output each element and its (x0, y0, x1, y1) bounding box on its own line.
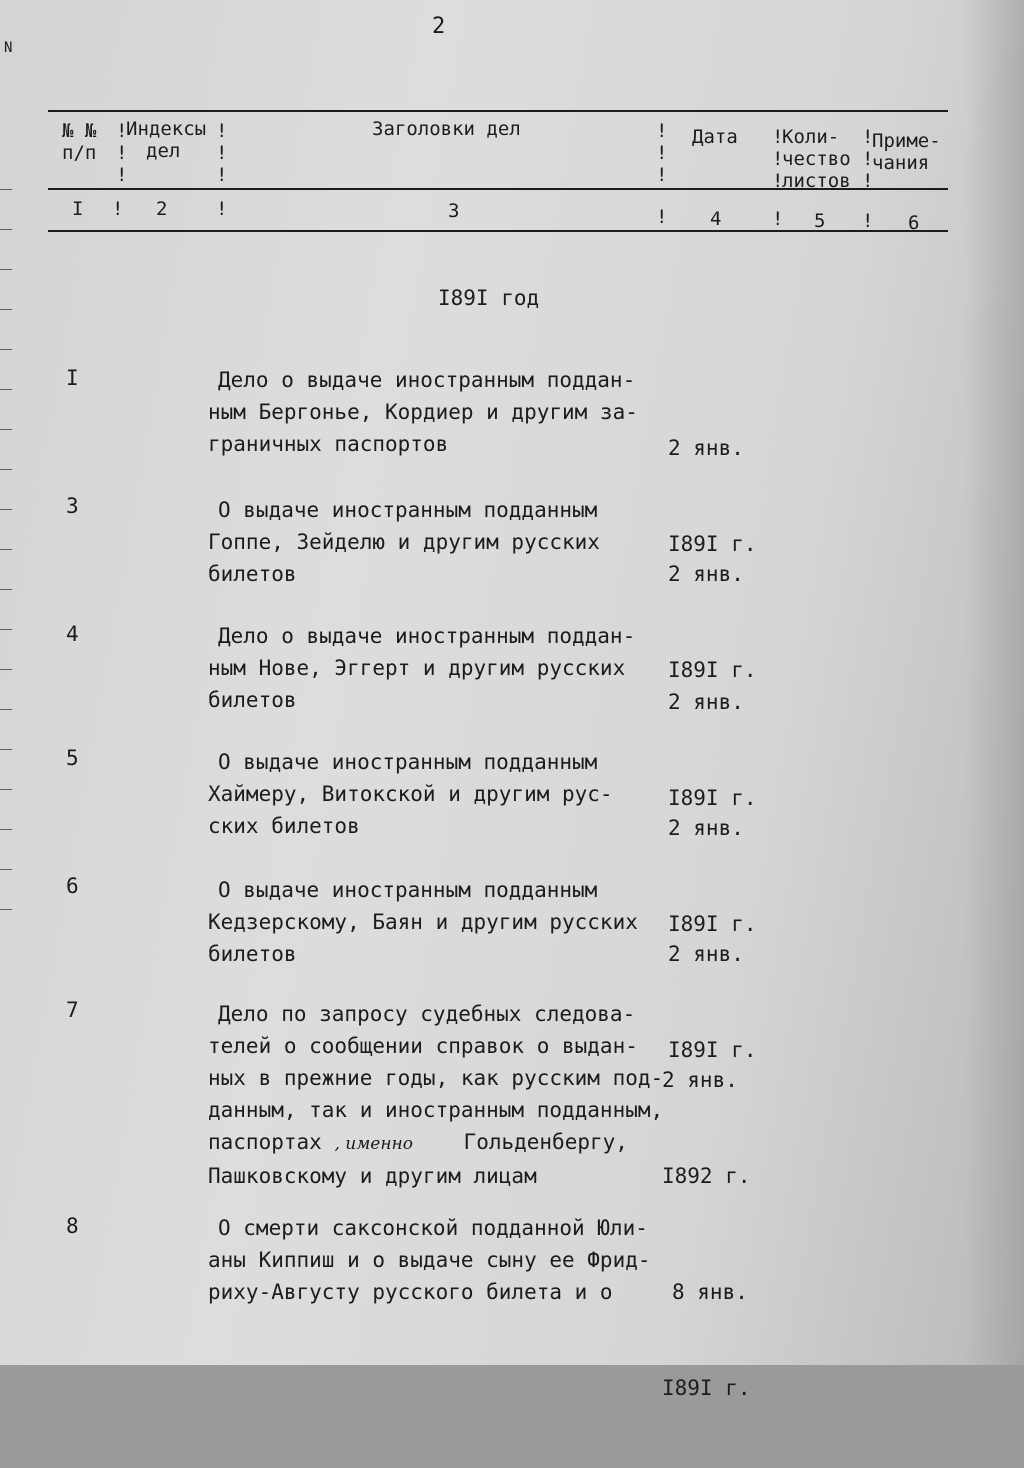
header-separator: ! (112, 198, 124, 220)
header-col-date: Дата (692, 126, 738, 148)
entry-number: 8 (66, 1214, 79, 1238)
entry-date: 2 янв. I89I г. (668, 562, 757, 682)
header-bottom-rule (48, 230, 948, 232)
binding-marks (0, 150, 12, 930)
entry-number: 7 (66, 998, 79, 1022)
entry-date: 2 янв. I89I г. (668, 816, 757, 936)
entry-number: 3 (66, 494, 79, 518)
entry-date: 8 янв. I89I г. (662, 1280, 751, 1400)
header-top-rule (48, 110, 948, 112)
header-separator: ! (772, 208, 784, 230)
entry-date: 2 янв. I89I г. (668, 690, 757, 810)
entry-title: Дело о выдаче иностранным поддан- ным Нове, Эггерт и другим русских билетов (208, 624, 636, 712)
header-separator: ! ! ! (862, 126, 874, 192)
header-col-sheets: Коли- чество листов (782, 126, 851, 192)
entry-date: 2 янв. I89I г. (668, 436, 757, 556)
handwritten-insertion: , именно (334, 1134, 413, 1154)
header-separator: ! ! ! (656, 120, 668, 186)
col-number-5: 5 (814, 210, 826, 232)
col-number-2: 2 (156, 198, 168, 220)
entry-number: 4 (66, 622, 79, 646)
col-number-4: 4 (710, 208, 722, 230)
header-separator: ! ! ! (772, 126, 784, 192)
year-heading: I89I год (438, 286, 540, 310)
entry-title: О выдаче иностранным подданным Гоппе, Зейделю и другим русских билетов (208, 498, 600, 586)
header-separator: ! (216, 198, 228, 220)
col-number-6: 6 (908, 212, 920, 234)
entry-title: Дело о выдаче иностранным поддан- ным Бергонье, Кордиер и другим за- граничных паспортов (208, 368, 638, 456)
col-number-3: 3 (448, 200, 460, 222)
page-edge-shadow (964, 0, 1024, 1365)
header-separator: ! (656, 206, 668, 228)
entry-number: I (66, 366, 79, 390)
entry-number: 5 (66, 746, 79, 770)
header-col-index: Индексы дел (126, 118, 207, 162)
header-separator: ! ! ! (216, 120, 228, 186)
entry-number: 6 (66, 874, 79, 898)
entry-title: О смерти саксонской подданной Юли- аны Киппиш и о выдаче сыну ее Фрид- риху-Августу русского билета и о (208, 1216, 651, 1304)
header-separator: ! ! ! (116, 120, 128, 186)
header-col-notes: Приме- чания (872, 130, 941, 174)
header-separator: ! (862, 210, 874, 232)
entry-date: 2 янв. I89I г. (668, 942, 757, 1062)
page-number: 2 (432, 14, 446, 39)
header-col-title: Заголовки дел (372, 118, 521, 140)
entry-title: Дело по запросу судебных следова- телей о сообщении справок о выдан- ных в прежние годы, как русским под- данным, так и иностранным подданным, паспортах , именно Гольденбергу, Пашковскому и другим лицам (208, 1002, 664, 1188)
header-col-number: № № п/п (62, 120, 97, 164)
entry-title: О выдаче иностранным подданным Кедзерскому, Баян и другим русских билетов (208, 878, 638, 966)
entry-date: 2 янв. I892 г. (662, 1068, 751, 1188)
col-number-1: I (72, 198, 84, 220)
entry-title: О выдаче иностранным подданным Хаймеру, Витокской и другим рус- ских билетов (208, 750, 613, 838)
corner-mark: N (4, 40, 13, 56)
